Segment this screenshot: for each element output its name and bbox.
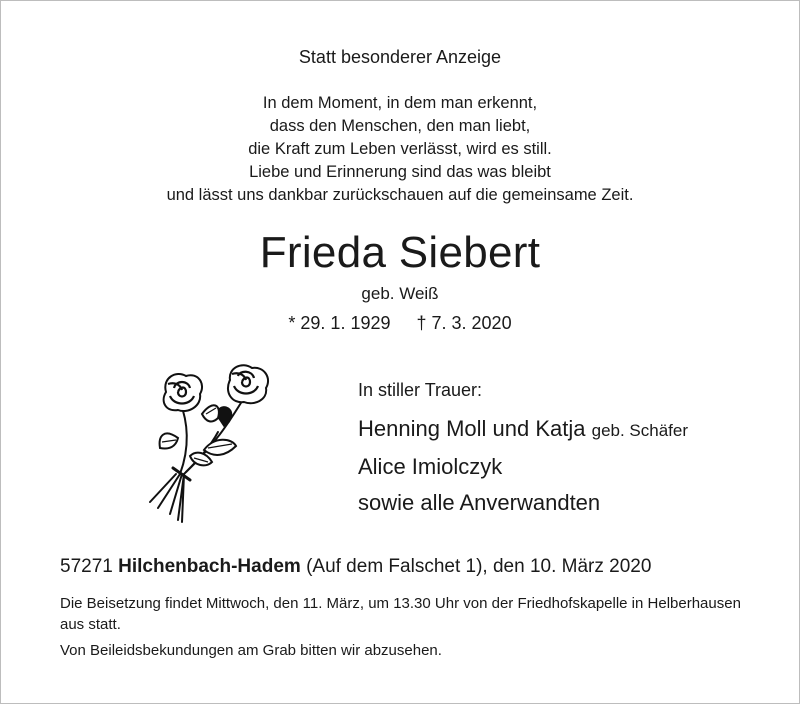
mourner-birth-name: geb. Schäfer bbox=[591, 421, 689, 440]
mourners-block bbox=[358, 380, 688, 521]
mourners-intro: In stiller Trauer: bbox=[358, 380, 483, 400]
mourner-line: sowie alle Anverwandten bbox=[358, 490, 601, 515]
death-date: † 7. 3. 2020 bbox=[416, 313, 512, 333]
mourner-line: Alice Imiolczyk bbox=[358, 454, 503, 479]
life-dates bbox=[0, 313, 800, 334]
condolence-note: Von Beileidsbekundungen am Grab bitten wir abzusehen. bbox=[60, 642, 442, 659]
zip-code: 57271 bbox=[60, 556, 113, 577]
mourner-line bbox=[358, 411, 688, 449]
poem bbox=[0, 92, 800, 207]
notice-header: Statt besonderer Anzeige bbox=[298, 47, 502, 67]
birth-name: geb. Weiß bbox=[361, 284, 439, 303]
poem-line: die Kraft zum Leben verlässt, wird es still. bbox=[248, 140, 552, 158]
funeral-info bbox=[60, 593, 760, 666]
poem-line: In dem Moment, in dem man erkennt, bbox=[262, 94, 538, 112]
poem-line: Liebe und Erinnerung sind das was bleibt bbox=[249, 163, 551, 181]
deceased-name: Frieda Siebert bbox=[259, 228, 541, 277]
roses-bouquet-icon bbox=[140, 362, 280, 530]
poem-line: dass den Menschen, den man liebt, bbox=[269, 117, 531, 135]
address-date: (Auf dem Falschet 1), den 10. März 2020 bbox=[306, 556, 652, 577]
poem-line: und lässt uns dankbar zurückschauen auf die gemeinsame Zeit. bbox=[166, 186, 634, 204]
mourner-names: Henning Moll und Katja bbox=[358, 416, 586, 441]
place-and-date bbox=[60, 556, 651, 578]
city: Hilchenbach-Hadem bbox=[118, 556, 301, 577]
birth-date: * 29. 1. 1929 bbox=[288, 313, 391, 333]
funeral-details: Die Beisetzung findet Mittwoch, den 11. März, um 13.30 Uhr von der Friedhofskapelle in Helberhausen aus statt. bbox=[60, 595, 741, 633]
